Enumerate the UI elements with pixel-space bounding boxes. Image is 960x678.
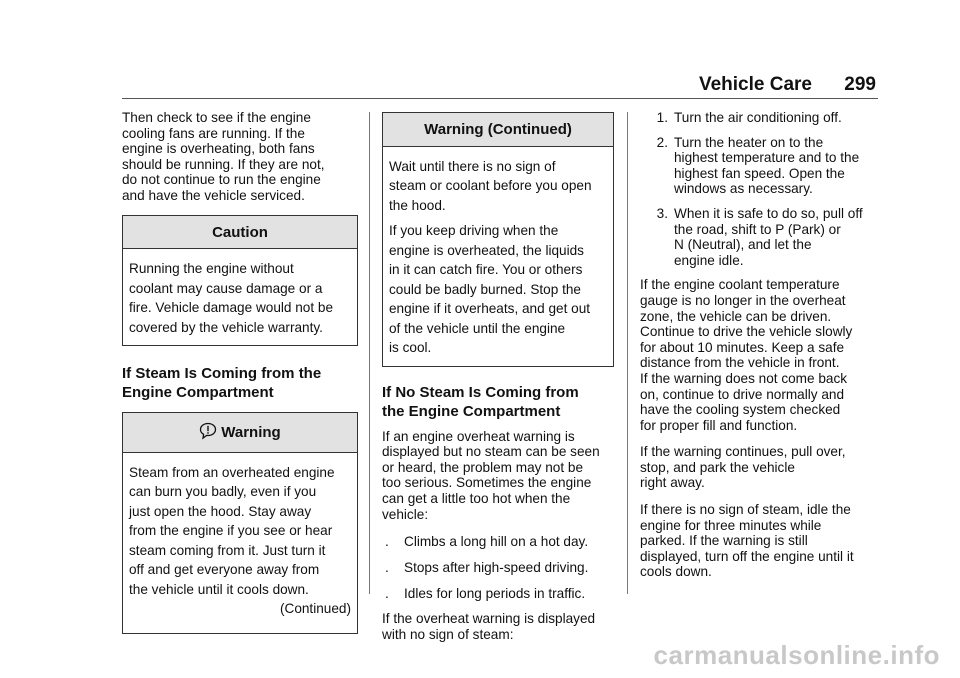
column-divider — [627, 112, 628, 594]
warning-title: Warning — [221, 424, 281, 442]
column-right — [640, 110, 880, 591]
list-item: . Idles for long periods in traffic. — [385, 586, 586, 602]
step-number: 3. — [656, 205, 668, 221]
header-rule — [122, 98, 878, 99]
warning-header — [123, 413, 357, 453]
warning-continued-para-1: Wait until there is no sign of steam or coolant before you open the hood. — [389, 158, 592, 213]
section-title: Vehicle Care — [698, 74, 812, 95]
caution-box — [122, 215, 358, 347]
warning-body — [123, 453, 357, 633]
step-item: 2. Turn the heater on to the highest temperature and to the highest fan speed. Open the windows as necessary. — [640, 135, 880, 197]
section-heading: If No Steam Is Coming from the Engine Compartment — [382, 383, 579, 420]
condition-list — [382, 533, 614, 602]
column-middle — [382, 112, 614, 653]
warning-box — [122, 412, 358, 634]
warning-continued-title: Warning (Continued) — [383, 113, 613, 147]
bullet-mark: . — [385, 534, 389, 550]
paragraph-driving: If the engine coolant temperature gauge is no longer in the overheat zone, the vehicle can be driven. Continue to drive the vehicle slowly for about 10 minutes. Keep a safe distance from the vehicle in front. If the warning does not come back on, continue to drive normally and have the cooling system checked for proper fill and function. — [640, 277, 853, 433]
caution-title: Caution — [123, 216, 357, 250]
warning-continued-para-2: If you keep driving when the engine is overheated, the liquids in it can catch fire. You or others could be badly burned. Stop the engine if it overheats, and get out of the vehicle until the engine is cool. — [389, 223, 591, 356]
step-number: 1. — [656, 110, 668, 125]
intro-paragraph: If an engine overheat warning is displayed but no steam can be seen or heard, the problem may not be too serious. Sometimes the engine can get a little too hot when the vehicle: — [382, 428, 600, 522]
outro-paragraph: If the overheat warning is displayed with no sign of steam: — [382, 611, 596, 642]
step-number: 2. — [656, 134, 668, 150]
caution-body — [123, 249, 357, 345]
intro-paragraph: Then check to see if the engine cooling fans are running. If the engine is overheating, both fans should be running. If they are not, do not continue to run the engine and have the vehicle serviced. — [122, 110, 325, 203]
list-item: . Stops after high-speed driving. — [385, 560, 589, 576]
paragraph-pull-over: If the warning continues, pull over, stop, and park the vehicle right away. — [640, 444, 846, 491]
page-number: 299 — [844, 74, 876, 95]
warning-continued-box — [382, 112, 614, 367]
column-divider — [369, 112, 370, 594]
caution-text: Running the engine without coolant may cause damage or a fire. Vehicle damage would not be covered by the vehicle warranty. — [129, 261, 334, 335]
column-left — [122, 110, 358, 652]
step-item: 3. When it is safe to do so, pull off the road, shift to P (Park) or N (Neutral), and let the engine idle. — [640, 206, 880, 268]
continued-label: (Continued) — [279, 601, 351, 617]
list-item: . Climbs a long hill on a hot day. — [385, 534, 589, 550]
warning-text: Steam from an overheated engine can burn you badly, even if you just open the hood. Stay away from the engine if you see or hear steam coming from it. Just turn it off and get everyone away from the vehicle until it cools down. — [129, 464, 335, 597]
section-heading: If Steam Is Coming from the Engine Compartment — [122, 365, 322, 402]
bullet-mark: . — [385, 586, 389, 602]
page-header — [0, 70, 960, 100]
warning-continued-body — [383, 147, 613, 366]
bullet-mark: . — [385, 560, 389, 576]
steps-list — [640, 110, 880, 268]
step-item: 1. Turn the air conditioning off. — [640, 110, 880, 126]
exclamation-speech-bubble-icon — [199, 422, 217, 444]
watermark: carmanualsonline.info — [653, 640, 940, 670]
paragraph-idle: If there is no sign of steam, idle the engine for three minutes while parked. If the warning is still displayed, turn off the engine until it cools down. — [640, 502, 854, 580]
